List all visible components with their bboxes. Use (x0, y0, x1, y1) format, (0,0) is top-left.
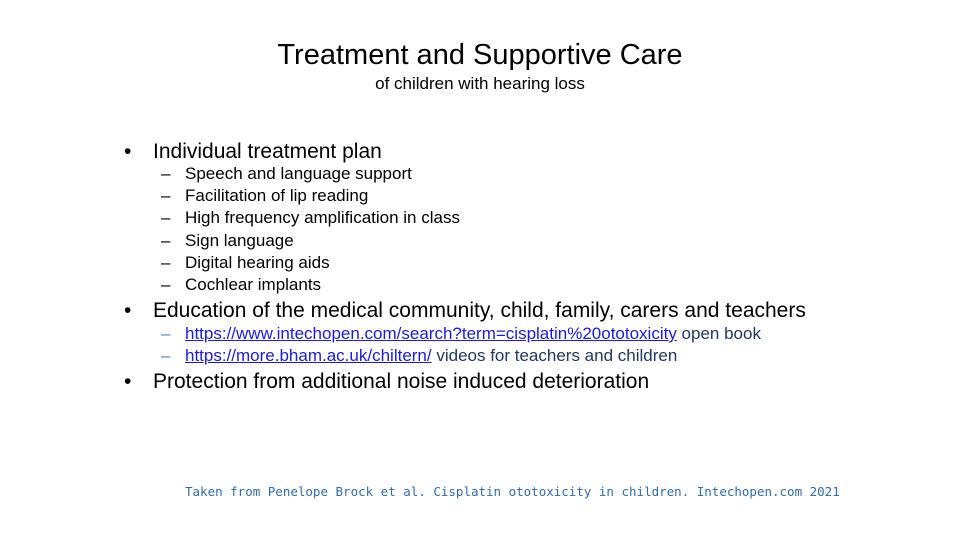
bullet-text: Protection from additional noise induced deterioration (153, 370, 650, 393)
sub-bullet-marker: – (161, 231, 171, 250)
sub-bullet-item (161, 185, 369, 207)
intechopen-search-link[interactable]: https://www.intechopen.com/search?term=cisplatin%20ototoxicity (185, 324, 677, 343)
bullet-text: Individual treatment plan (153, 140, 382, 163)
sub-bullet-item (161, 230, 294, 252)
sub-bullet-marker: – (161, 208, 171, 227)
link-description: open book (676, 324, 761, 343)
sub-bullet-marker: – (161, 275, 171, 294)
sub-bullet-marker: – (161, 324, 171, 343)
sub-bullet-marker: – (161, 253, 171, 272)
link-description: videos for teachers and children (431, 346, 678, 365)
sub-bullet-text: Digital hearing aids (185, 253, 330, 272)
bullet-marker: • (124, 370, 132, 393)
bullet-item-education (124, 298, 806, 324)
sub-bullet-item (161, 252, 330, 274)
sub-bullet-link-item (161, 323, 761, 345)
bullet-item-noise-protection (124, 369, 650, 395)
slide-subtitle: of children with hearing loss (375, 74, 585, 93)
bullet-marker: • (124, 140, 132, 163)
chiltern-link[interactable]: https://more.bham.ac.uk/chiltern/ (185, 346, 432, 365)
bullet-text: Education of the medical community, child, family, carers and teachers (153, 299, 806, 322)
sub-bullet-text: High frequency amplification in class (185, 208, 460, 227)
sub-bullet-item (161, 274, 322, 296)
sub-bullet-marker: – (161, 186, 171, 205)
sub-bullet-text: Speech and language support (185, 164, 412, 183)
sub-bullet-marker: – (161, 346, 171, 365)
sub-bullet-text: Cochlear implants (185, 275, 322, 294)
slide-title: Treatment and Supportive Care (277, 39, 683, 71)
sub-bullet-text: Facilitation of lip reading (185, 186, 369, 205)
sub-bullet-text: Sign language (185, 231, 294, 250)
sub-bullet-link-item (161, 345, 678, 367)
sub-bullet-item (161, 207, 460, 229)
source-citation: Taken from Penelope Brock et al. Cisplatin ototoxicity in children. Intechopen.com 2021 (185, 484, 840, 499)
sub-bullet-marker: – (161, 164, 171, 183)
sub-bullet-item (161, 163, 412, 185)
bullet-marker: • (124, 299, 132, 322)
bullet-item-treatment-plan (124, 139, 382, 165)
